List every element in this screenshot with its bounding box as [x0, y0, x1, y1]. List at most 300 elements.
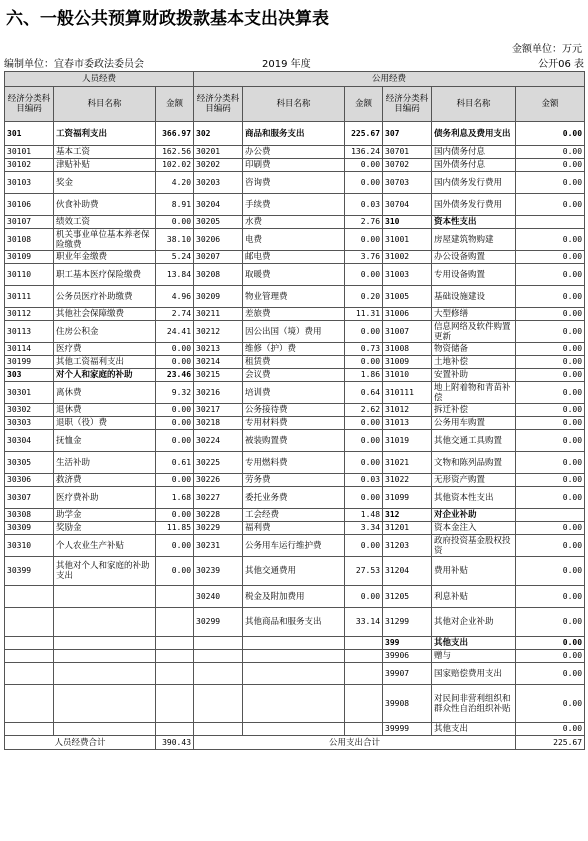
expenditure-table [4, 71, 585, 750]
public-amount-cell: 225.67 [345, 122, 383, 146]
personnel-amount-cell: 13.84 [156, 264, 194, 286]
table-row [5, 608, 585, 637]
debt-code-cell: 399 [383, 637, 432, 650]
personnel-amount-cell: 24.41 [156, 321, 194, 343]
personnel-code-cell: 30107 [5, 216, 54, 229]
debt-name-cell: 国内债务发行费用 [432, 172, 516, 194]
personnel-code-cell: 303 [5, 369, 54, 382]
debt-code-cell: 31203 [383, 535, 432, 557]
personnel-name-cell [54, 663, 156, 685]
personnel-code-cell: 30108 [5, 229, 54, 251]
table-row [5, 286, 585, 308]
debt-amount-cell: 0.00 [516, 685, 585, 723]
group-header-row [5, 72, 585, 87]
personnel-name-cell: 医疗费补助 [54, 487, 156, 509]
personnel-code-cell: 30106 [5, 194, 54, 216]
public-name-cell [243, 723, 345, 736]
public-code-cell: 30224 [194, 430, 243, 452]
public-total-value: 225.67 [516, 736, 585, 750]
public-code-cell [194, 685, 243, 723]
public-name-cell: 租赁费 [243, 356, 345, 369]
debt-code-cell: 31012 [383, 404, 432, 417]
debt-code-cell: 31204 [383, 557, 432, 586]
public-name-cell: 物业管理费 [243, 286, 345, 308]
personnel-name-cell: 职业年金缴费 [54, 251, 156, 264]
debt-code-cell: 39907 [383, 663, 432, 685]
public-code-cell: 30209 [194, 286, 243, 308]
personnel-amount-cell: 0.00 [156, 535, 194, 557]
col-header-amount: 金额 [156, 87, 194, 122]
personnel-amount-cell: 0.00 [156, 474, 194, 487]
personnel-amount-cell: 4.96 [156, 286, 194, 308]
personnel-code-cell: 30310 [5, 535, 54, 557]
debt-amount-cell: 0.00 [516, 308, 585, 321]
public-name-cell: 印刷费 [243, 159, 345, 172]
personnel-code-cell [5, 685, 54, 723]
personnel-name-cell: 对个人和家庭的补助 [54, 369, 156, 382]
public-name-cell: 因公出国（境）费用 [243, 321, 345, 343]
personnel-code-cell: 30306 [5, 474, 54, 487]
debt-name-cell: 房屋建筑物购建 [432, 229, 516, 251]
table-row [5, 229, 585, 251]
public-code-cell: 30226 [194, 474, 243, 487]
public-name-cell: 邮电费 [243, 251, 345, 264]
personnel-name-cell [54, 685, 156, 723]
public-amount-cell: 27.53 [345, 557, 383, 586]
personnel-group-header: 人员经费 [5, 72, 194, 87]
debt-code-cell: 31205 [383, 586, 432, 608]
public-code-cell: 30206 [194, 229, 243, 251]
debt-code-cell: 31009 [383, 356, 432, 369]
personnel-amount-cell: 38.10 [156, 229, 194, 251]
personnel-amount-cell: 0.00 [156, 509, 194, 522]
debt-code-cell: 39999 [383, 723, 432, 736]
debt-code-cell: 31013 [383, 417, 432, 430]
public-name-cell: 办公费 [243, 146, 345, 159]
personnel-amount-cell: 0.00 [156, 216, 194, 229]
public-amount-cell: 3.76 [345, 251, 383, 264]
table-row [5, 430, 585, 452]
table-row [5, 251, 585, 264]
public-code-cell: 30216 [194, 382, 243, 404]
public-code-cell [194, 637, 243, 650]
debt-code-cell: 31010 [383, 369, 432, 382]
public-amount-cell: 0.64 [345, 382, 383, 404]
public-name-cell: 水费 [243, 216, 345, 229]
table-row [5, 557, 585, 586]
personnel-name-cell [54, 650, 156, 663]
public-code-cell: 30217 [194, 404, 243, 417]
public-amount-cell: 11.31 [345, 308, 383, 321]
personnel-amount-cell [156, 608, 194, 637]
personnel-amount-cell: 162.56 [156, 146, 194, 159]
debt-name-cell: 其他支出 [432, 637, 516, 650]
personnel-code-cell: 30308 [5, 509, 54, 522]
personnel-name-cell: 伙食补助费 [54, 194, 156, 216]
debt-amount-cell: 0.00 [516, 723, 585, 736]
public-name-cell: 差旅费 [243, 308, 345, 321]
personnel-code-cell: 30399 [5, 557, 54, 586]
debt-code-cell: 30704 [383, 194, 432, 216]
debt-code-cell: 31002 [383, 251, 432, 264]
report-title: 六、一般公共预算财政拨款基本支出决算表 [6, 9, 329, 29]
public-amount-cell: 0.20 [345, 286, 383, 308]
public-code-cell: 30231 [194, 535, 243, 557]
table-row [5, 487, 585, 509]
public-code-cell: 30205 [194, 216, 243, 229]
personnel-name-cell: 其他对个人和家庭的补助支出 [54, 557, 156, 586]
personnel-amount-cell: 0.00 [156, 356, 194, 369]
personnel-name-cell: 个人农业生产补贴 [54, 535, 156, 557]
public-amount-cell: 0.00 [345, 356, 383, 369]
table-row [5, 586, 585, 608]
debt-name-cell: 赠与 [432, 650, 516, 663]
public-code-cell: 30203 [194, 172, 243, 194]
personnel-amount-cell [156, 650, 194, 663]
public-name-cell [243, 637, 345, 650]
debt-name-cell: 资本金注入 [432, 522, 516, 535]
debt-amount-cell: 0.00 [516, 229, 585, 251]
public-name-cell: 取暖费 [243, 264, 345, 286]
debt-amount-cell: 0.00 [516, 474, 585, 487]
debt-amount-cell: 0.00 [516, 356, 585, 369]
table-row [5, 509, 585, 522]
public-code-cell: 30214 [194, 356, 243, 369]
debt-name-cell: 债务利息及费用支出 [432, 122, 516, 146]
debt-name-cell: 办公设备购置 [432, 251, 516, 264]
table-row [5, 369, 585, 382]
public-code-cell: 30240 [194, 586, 243, 608]
debt-amount-cell: 0.00 [516, 557, 585, 586]
debt-amount-cell: 0.00 [516, 417, 585, 430]
personnel-name-cell: 工资福利支出 [54, 122, 156, 146]
debt-amount-cell: 0.00 [516, 122, 585, 146]
table-row [5, 474, 585, 487]
table-row [5, 452, 585, 474]
table-row [5, 172, 585, 194]
personnel-name-cell: 其他社会保障缴费 [54, 308, 156, 321]
table-row [5, 308, 585, 321]
public-code-cell: 302 [194, 122, 243, 146]
debt-name-cell: 大型修缮 [432, 308, 516, 321]
public-name-cell: 专用燃料费 [243, 452, 345, 474]
personnel-amount-cell [156, 586, 194, 608]
personnel-name-cell: 离休费 [54, 382, 156, 404]
public-amount-cell: 0.00 [345, 229, 383, 251]
public-amount-cell: 0.03 [345, 474, 383, 487]
public-group-header: 公用经费 [194, 72, 585, 87]
col-header-code: 经济分类科目编码 [194, 87, 243, 122]
personnel-code-cell [5, 586, 54, 608]
public-amount-cell: 0.00 [345, 487, 383, 509]
debt-code-cell: 307 [383, 122, 432, 146]
personnel-name-cell: 津贴补贴 [54, 159, 156, 172]
personnel-code-cell: 30309 [5, 522, 54, 535]
public-name-cell: 公务接待费 [243, 404, 345, 417]
public-name-cell: 咨询费 [243, 172, 345, 194]
personnel-amount-cell: 9.32 [156, 382, 194, 404]
table-row [5, 146, 585, 159]
totals-row [5, 736, 585, 750]
table-row [5, 417, 585, 430]
personnel-code-cell: 30103 [5, 172, 54, 194]
debt-amount-cell: 0.00 [516, 321, 585, 343]
debt-code-cell: 310 [383, 216, 432, 229]
personnel-name-cell: 助学金 [54, 509, 156, 522]
personnel-code-cell: 30307 [5, 487, 54, 509]
debt-name-cell: 费用补贴 [432, 557, 516, 586]
public-code-cell [194, 650, 243, 663]
debt-amount-cell: 0.00 [516, 264, 585, 286]
personnel-amount-cell: 8.91 [156, 194, 194, 216]
public-amount-cell: 33.14 [345, 608, 383, 637]
debt-name-cell: 专用设备购置 [432, 264, 516, 286]
debt-amount-cell: 0.00 [516, 487, 585, 509]
personnel-name-cell: 退休费 [54, 404, 156, 417]
debt-amount-cell [516, 216, 585, 229]
table-row [5, 685, 585, 723]
debt-amount-cell: 0.00 [516, 194, 585, 216]
debt-name-cell: 其他对企业补助 [432, 608, 516, 637]
public-amount-cell: 0.00 [345, 264, 383, 286]
personnel-code-cell: 30114 [5, 343, 54, 356]
public-amount-cell: 2.62 [345, 404, 383, 417]
debt-code-cell: 30703 [383, 172, 432, 194]
public-code-cell: 30208 [194, 264, 243, 286]
public-name-cell [243, 663, 345, 685]
personnel-amount-cell: 0.00 [156, 557, 194, 586]
debt-code-cell: 31299 [383, 608, 432, 637]
public-code-cell: 30212 [194, 321, 243, 343]
debt-name-cell: 其他支出 [432, 723, 516, 736]
personnel-code-cell: 30303 [5, 417, 54, 430]
public-code-cell: 30228 [194, 509, 243, 522]
table-row [5, 723, 585, 736]
personnel-name-cell: 住房公积金 [54, 321, 156, 343]
personnel-amount-cell [156, 685, 194, 723]
public-amount-cell: 2.76 [345, 216, 383, 229]
debt-code-cell: 39908 [383, 685, 432, 723]
debt-name-cell: 土地补偿 [432, 356, 516, 369]
debt-name-cell: 其他交通工具购置 [432, 430, 516, 452]
personnel-amount-cell: 2.74 [156, 308, 194, 321]
debt-code-cell: 30701 [383, 146, 432, 159]
personnel-name-cell: 医疗费 [54, 343, 156, 356]
debt-code-cell: 31201 [383, 522, 432, 535]
personnel-amount-cell: 0.00 [156, 417, 194, 430]
personnel-code-cell: 30102 [5, 159, 54, 172]
public-name-cell: 商品和服务支出 [243, 122, 345, 146]
debt-code-cell: 31007 [383, 321, 432, 343]
public-name-cell: 税金及附加费用 [243, 586, 345, 608]
debt-amount-cell: 0.00 [516, 522, 585, 535]
debt-amount-cell: 0.00 [516, 586, 585, 608]
debt-amount-cell: 0.00 [516, 159, 585, 172]
amount-unit: 金额单位：万元 [512, 44, 582, 55]
public-amount-cell: 0.00 [345, 535, 383, 557]
debt-name-cell: 国外债务付息 [432, 159, 516, 172]
table-row [5, 159, 585, 172]
personnel-amount-cell: 0.61 [156, 452, 194, 474]
debt-amount-cell: 0.00 [516, 382, 585, 404]
public-name-cell: 被装购置费 [243, 430, 345, 452]
personnel-code-cell: 30112 [5, 308, 54, 321]
personnel-code-cell: 301 [5, 122, 54, 146]
personnel-name-cell [54, 586, 156, 608]
personnel-amount-cell: 23.46 [156, 369, 194, 382]
public-name-cell: 工会经费 [243, 509, 345, 522]
public-name-cell: 维修（护）费 [243, 343, 345, 356]
form-number: 公开06 表 [538, 59, 584, 70]
public-name-cell [243, 685, 345, 723]
debt-code-cell: 31021 [383, 452, 432, 474]
personnel-amount-cell [156, 723, 194, 736]
public-amount-cell [345, 663, 383, 685]
table-row [5, 194, 585, 216]
debt-name-cell: 文物和陈列品购置 [432, 452, 516, 474]
personnel-name-cell: 生活补助 [54, 452, 156, 474]
public-code-cell: 30299 [194, 608, 243, 637]
personnel-name-cell: 基本工资 [54, 146, 156, 159]
report-year: 2019 年度 [262, 59, 311, 70]
debt-name-cell: 国家赔偿费用支出 [432, 663, 516, 685]
public-amount-cell: 1.48 [345, 509, 383, 522]
debt-amount-cell: 0.00 [516, 286, 585, 308]
table-row [5, 382, 585, 404]
personnel-code-cell: 30304 [5, 430, 54, 452]
public-code-cell: 30201 [194, 146, 243, 159]
column-header-row [5, 87, 585, 122]
personnel-name-cell: 奖金 [54, 172, 156, 194]
public-amount-cell [345, 650, 383, 663]
debt-amount-cell: 0.00 [516, 608, 585, 637]
public-amount-cell: 0.00 [345, 586, 383, 608]
personnel-code-cell: 30101 [5, 146, 54, 159]
table-body [5, 122, 585, 736]
personnel-code-cell: 30109 [5, 251, 54, 264]
debt-code-cell: 31001 [383, 229, 432, 251]
personnel-amount-cell [156, 663, 194, 685]
debt-name-cell: 信息网络及软件购置更新 [432, 321, 516, 343]
personnel-code-cell: 30113 [5, 321, 54, 343]
public-code-cell: 30211 [194, 308, 243, 321]
public-code-cell: 30207 [194, 251, 243, 264]
table-row [5, 343, 585, 356]
public-name-cell: 公务用车运行维护费 [243, 535, 345, 557]
public-name-cell: 其他商品和服务支出 [243, 608, 345, 637]
table-row [5, 404, 585, 417]
col-header-name: 科目名称 [54, 87, 156, 122]
debt-name-cell: 无形资产购置 [432, 474, 516, 487]
col-header-amount: 金额 [345, 87, 383, 122]
public-amount-cell: 1.86 [345, 369, 383, 382]
public-amount-cell: 0.00 [345, 321, 383, 343]
public-amount-cell: 136.24 [345, 146, 383, 159]
personnel-name-cell: 公务员医疗补助缴费 [54, 286, 156, 308]
personnel-name-cell [54, 723, 156, 736]
personnel-amount-cell: 5.24 [156, 251, 194, 264]
debt-code-cell: 310111 [383, 382, 432, 404]
debt-name-cell: 政府投资基金股权投资 [432, 535, 516, 557]
debt-amount-cell: 0.00 [516, 146, 585, 159]
public-name-cell: 手续费 [243, 194, 345, 216]
debt-amount-cell: 0.00 [516, 452, 585, 474]
debt-name-cell: 对民间非营利组织和群众性自治组织补贴 [432, 685, 516, 723]
debt-code-cell: 31003 [383, 264, 432, 286]
personnel-code-cell: 30110 [5, 264, 54, 286]
public-name-cell: 其他交通费用 [243, 557, 345, 586]
debt-code-cell: 31005 [383, 286, 432, 308]
personnel-code-cell [5, 608, 54, 637]
public-amount-cell [345, 685, 383, 723]
debt-name-cell: 公务用车购置 [432, 417, 516, 430]
public-name-cell: 电费 [243, 229, 345, 251]
public-name-cell: 福利费 [243, 522, 345, 535]
public-amount-cell: 0.00 [345, 172, 383, 194]
personnel-amount-cell: 4.20 [156, 172, 194, 194]
debt-amount-cell: 0.00 [516, 343, 585, 356]
public-code-cell: 30229 [194, 522, 243, 535]
public-code-cell [194, 723, 243, 736]
public-amount-cell: 0.00 [345, 430, 383, 452]
table-row [5, 264, 585, 286]
personnel-code-cell: 30302 [5, 404, 54, 417]
debt-name-cell: 安置补助 [432, 369, 516, 382]
personnel-amount-cell: 0.00 [156, 404, 194, 417]
personnel-name-cell: 职工基本医疗保险缴费 [54, 264, 156, 286]
personnel-total-value: 390.43 [156, 736, 194, 750]
public-code-cell: 30215 [194, 369, 243, 382]
public-name-cell: 专用材料费 [243, 417, 345, 430]
table-row [5, 356, 585, 369]
public-code-cell: 30239 [194, 557, 243, 586]
personnel-amount-cell [156, 637, 194, 650]
public-code-cell: 30202 [194, 159, 243, 172]
debt-code-cell: 31099 [383, 487, 432, 509]
public-amount-cell [345, 637, 383, 650]
debt-amount-cell: 0.00 [516, 663, 585, 685]
personnel-amount-cell: 0.00 [156, 430, 194, 452]
table-row [5, 321, 585, 343]
debt-amount-cell: 0.00 [516, 650, 585, 663]
table-row [5, 663, 585, 685]
public-total-label: 公用支出合计 [194, 736, 516, 750]
debt-name-cell: 资本性支出 [432, 216, 516, 229]
debt-amount-cell: 0.00 [516, 251, 585, 264]
personnel-code-cell: 30199 [5, 356, 54, 369]
public-amount-cell: 3.34 [345, 522, 383, 535]
col-header-code: 经济分类科目编码 [383, 87, 432, 122]
personnel-amount-cell: 366.97 [156, 122, 194, 146]
debt-name-cell: 拆迁补偿 [432, 404, 516, 417]
debt-name-cell: 基础设施建设 [432, 286, 516, 308]
public-code-cell: 30204 [194, 194, 243, 216]
public-code-cell: 30213 [194, 343, 243, 356]
personnel-amount-cell: 1.68 [156, 487, 194, 509]
personnel-code-cell [5, 650, 54, 663]
personnel-total-label: 人员经费合计 [5, 736, 156, 750]
public-amount-cell: 0.00 [345, 417, 383, 430]
debt-amount-cell: 0.00 [516, 430, 585, 452]
personnel-code-cell [5, 723, 54, 736]
personnel-code-cell: 30111 [5, 286, 54, 308]
debt-amount-cell: 0.00 [516, 369, 585, 382]
debt-name-cell: 国外债务发行费用 [432, 194, 516, 216]
personnel-code-cell [5, 637, 54, 650]
debt-amount-cell [516, 509, 585, 522]
public-name-cell: 劳务费 [243, 474, 345, 487]
personnel-name-cell: 奖励金 [54, 522, 156, 535]
